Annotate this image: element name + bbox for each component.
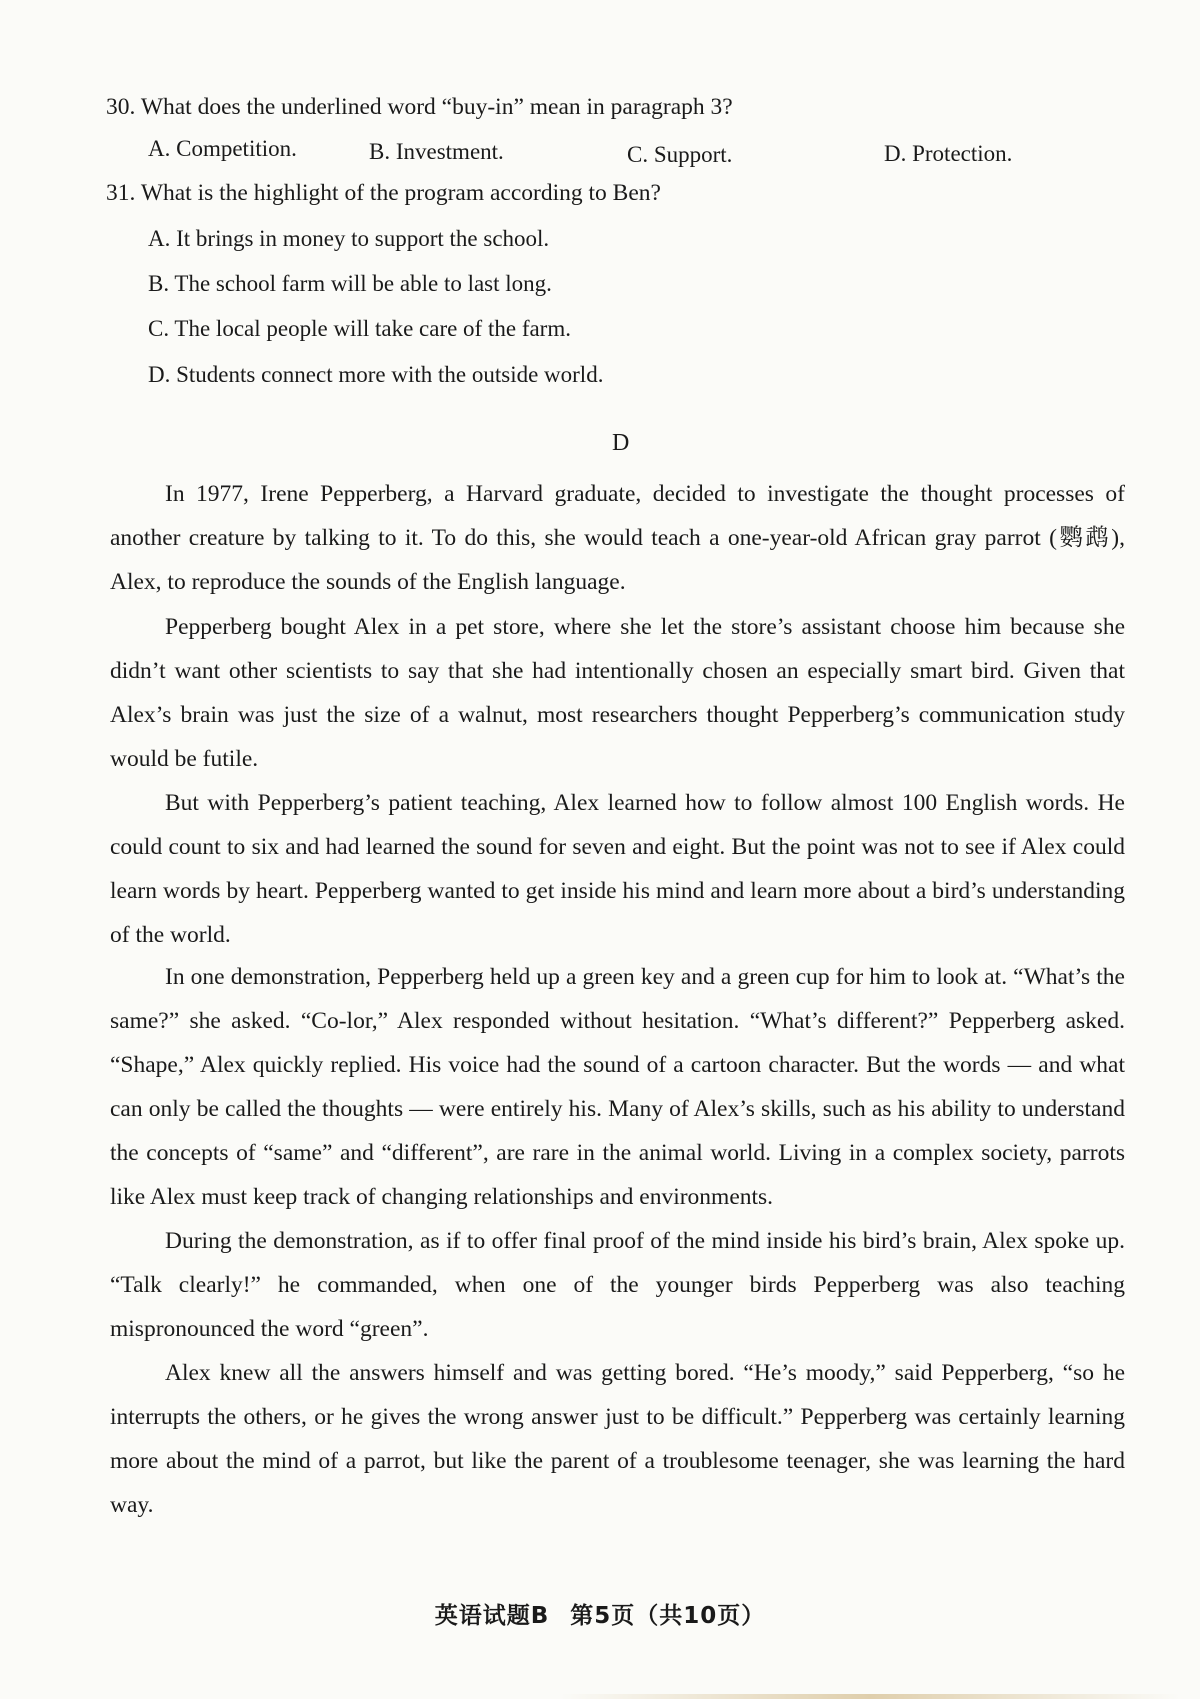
question-30-option-c: C. Support. bbox=[627, 142, 733, 167]
question-30-option-a: A. Competition. bbox=[148, 136, 297, 161]
passage-paragraph-3: But with Pepperberg’s patient teaching, Alex learned how to follow almost 100 English words. He could count to six and had learned the sound for seven and eight. But the point was not to see if Alex could learn words by heart. Pepperberg wanted to get inside his mind and learn more about a bird’s understanding of the world. bbox=[110, 790, 1125, 948]
passage-paragraph-6: Alex knew all the answers himself and was getting bored. “He’s moody,” said Pepperberg, “so he interrupts the others, or he gives the wrong answer just to be difficult.” Pepperberg was certainly learning more about the mind of a parrot, but like the parent of a troublesome teenager, she was learning the hard way. bbox=[110, 1360, 1125, 1518]
question-31-option-c: C. The local people will take care of the farm. bbox=[148, 316, 571, 341]
passage-paragraph-2: Pepperberg bought Alex in a pet store, where she let the store’s assistant choose him because she didn’t want other scientists to say that she had intentionally chosen an especially smart bird. Given that Alex’s brain was just the size of a walnut, most researchers thought Pepperberg’s communication study would be futile. bbox=[110, 614, 1125, 772]
question-31-option-b: B. The school farm will be able to last long. bbox=[148, 271, 552, 296]
question-30-option-d: D. Protection. bbox=[884, 141, 1013, 166]
question-30-option-b: B. Investment. bbox=[369, 139, 504, 164]
question-31-stem: 31. What is the highlight of the program according to Ben? bbox=[106, 180, 661, 206]
question-31-option-d: D. Students connect more with the outside world. bbox=[148, 362, 604, 387]
section-heading: D bbox=[612, 430, 630, 456]
footer-page-number: 第5页（共10页） bbox=[570, 1603, 766, 1629]
passage-paragraph-4: In one demonstration, Pepperberg held up a green key and a green cup for him to look at. “What’s the same?” she asked. “Co-lor,” Alex responded without hesitation. “What’s different?” Pepperberg asked. “Shape,” Alex quickly replied. His voice had the sound of a cartoon character. But the words — and what can only be called the thoughts — were entirely his. Many of Alex’s skills, such as his ability to understand the concepts of “same” and “different”, are rare in the animal world. Living in a complex society, parrots like Alex must keep track of changing relationships and environments. bbox=[110, 964, 1125, 1210]
question-31-option-a: A. It brings in money to support the school. bbox=[148, 226, 550, 251]
passage-paragraph-1: In 1977, Irene Pepperberg, a Harvard graduate, decided to investigate the thought processes of another creature by talking to it. To do this, she would teach a one-year-old African gray parrot (鹦鹉), Alex, to reproduce the sounds of the English language. bbox=[110, 481, 1125, 595]
page-footer bbox=[0, 1601, 1200, 1631]
paper-edge-shadow bbox=[560, 1694, 1180, 1699]
question-30-stem: 30. What does the underlined word “buy-in” mean in paragraph 3? bbox=[106, 94, 733, 120]
footer-subject: 英语试题B bbox=[434, 1603, 550, 1629]
passage-paragraph-5: During the demonstration, as if to offer final proof of the mind inside his bird’s brain, Alex spoke up. “Talk clearly!” he commanded, when one of the younger birds Pepperberg was also teaching mispronounced the word “green”. bbox=[110, 1228, 1125, 1342]
